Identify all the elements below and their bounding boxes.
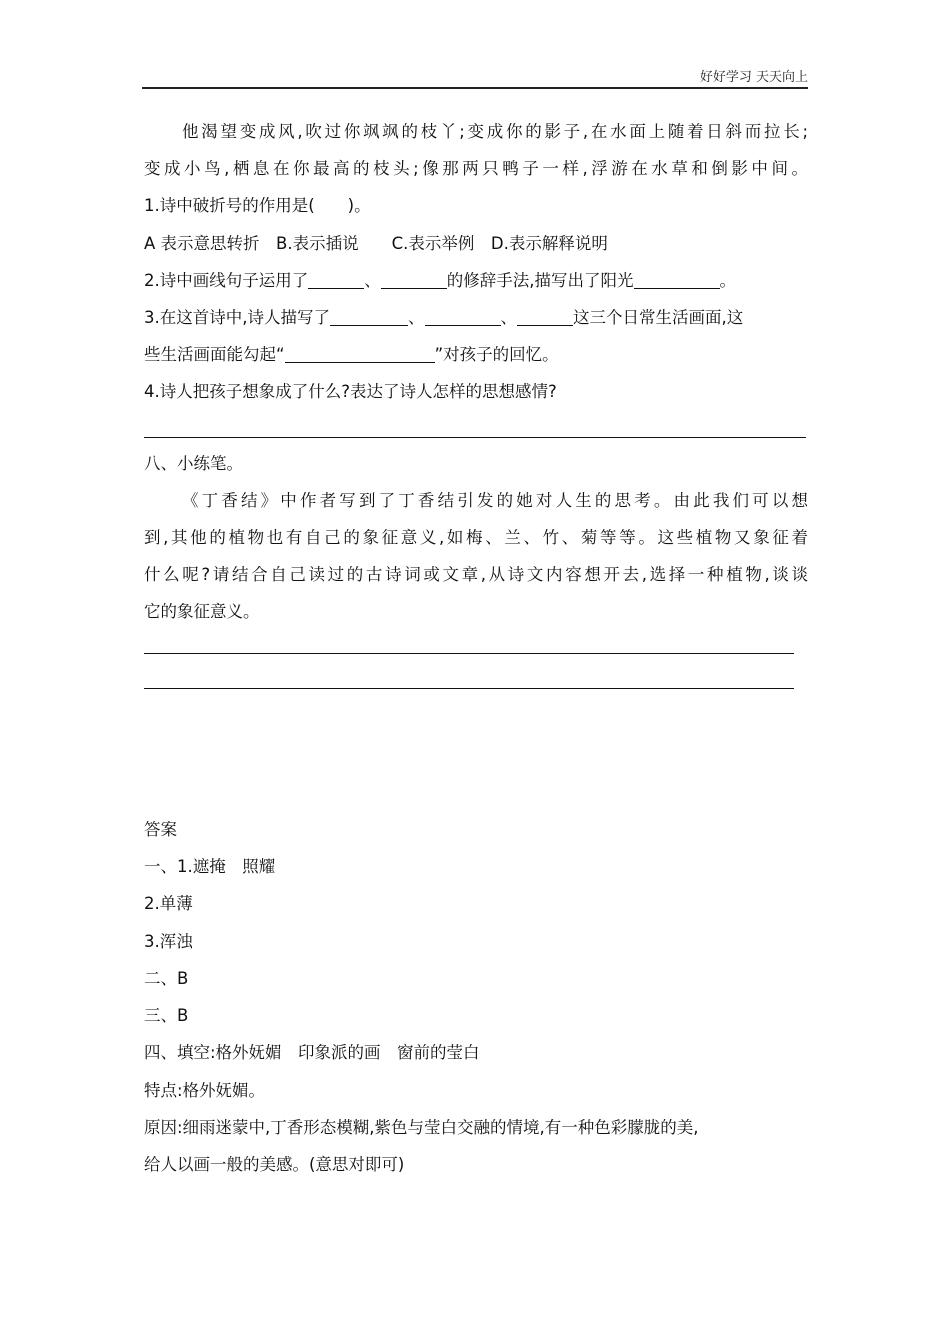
section-8-line-4: 它的象征意义。 bbox=[144, 602, 260, 622]
answer-blank[interactable] bbox=[308, 268, 364, 289]
question-2-text-b: 的修辞手法,描写出了阳光 bbox=[446, 270, 634, 290]
section-8-line-3: 什么呢?请结合自己读过的古诗词或文章,从诗文内容想开去,选择一种植物,谈谈 bbox=[144, 565, 808, 585]
section-8-line-1: 《丁香结》中作者写到了丁香结引发的她对人生的思考。由此我们可以想 bbox=[182, 490, 808, 510]
answer-blank[interactable] bbox=[634, 268, 720, 289]
poem-line-1: 他渴望变成风,吹过你飒飒的枝丫;变成你的影子,在水面上随着日斜而拉长; bbox=[182, 122, 808, 141]
answer-blank[interactable] bbox=[330, 305, 408, 326]
separator: 、 bbox=[364, 270, 381, 290]
answer-item: 三、B bbox=[144, 1006, 189, 1026]
section-8-title: 八、小练笔。 bbox=[144, 453, 243, 473]
question-4: 4.诗人把孩子想象成了什么?表达了诗人怎样的思想感情? bbox=[144, 382, 557, 402]
question-3-line-1 bbox=[144, 299, 808, 336]
answers-section bbox=[144, 811, 808, 1184]
poem-line-2: 变成小鸟,栖息在你最高的枝头;像那两只鸭子一样,浮游在水草和倒影中间。 bbox=[144, 159, 808, 179]
question-3-line-2 bbox=[144, 336, 808, 373]
question-2 bbox=[144, 262, 808, 299]
answer-item: 给人以画一般的美感。(意思对即可) bbox=[144, 1155, 405, 1175]
question-2-end: 。 bbox=[719, 270, 736, 290]
question-3-text-b: 这三个日常生活画面,这 bbox=[573, 308, 744, 328]
answer-item: 四、填空:格外妩媚 印象派的画 窗前的莹白 bbox=[144, 1043, 480, 1063]
header-rule bbox=[142, 87, 808, 89]
question-1: 1.诗中破折号的作用是( )。 bbox=[144, 196, 371, 216]
question-2-text-a: 2.诗中画线句子运用了 bbox=[144, 270, 309, 290]
answer-item: 特点:格外妩媚。 bbox=[144, 1080, 266, 1100]
answer-blank[interactable] bbox=[381, 268, 447, 289]
answer-item: 3.浑浊 bbox=[144, 931, 193, 951]
answer-blank[interactable] bbox=[425, 305, 501, 326]
header-text: 好好学习 天天向上 bbox=[699, 70, 808, 85]
answer-blank[interactable] bbox=[517, 305, 573, 326]
question-3-text-d: ”对孩子的回忆。 bbox=[434, 345, 559, 365]
question-1-options: A 表示意思转折 B.表示插说 C.表示举例 D.表示解释说明 bbox=[144, 233, 608, 253]
page-body bbox=[144, 113, 808, 1184]
answer-blank[interactable] bbox=[285, 342, 435, 363]
answer-item: 一、1.遮掩 照耀 bbox=[144, 856, 276, 876]
separator: 、 bbox=[500, 308, 517, 328]
separator: 、 bbox=[408, 308, 425, 328]
answer-item: 原因:细雨迷蒙中,丁香形态模糊,紫色与莹白交融的情境,有一种色彩朦胧的美, bbox=[144, 1118, 699, 1138]
answer-item: 二、B bbox=[144, 968, 189, 988]
question-3-text-a: 3.在这首诗中,诗人描写了 bbox=[144, 308, 330, 328]
answers-title: 答案 bbox=[144, 819, 177, 839]
answer-item: 2.单薄 bbox=[144, 894, 193, 914]
question-3-text-c: 些生活画面能勾起“ bbox=[144, 345, 285, 365]
section-8-line-2: 到,其他的植物也有自己的象征意义,如梅、兰、竹、菊等等。这些植物又象征着 bbox=[144, 528, 808, 548]
